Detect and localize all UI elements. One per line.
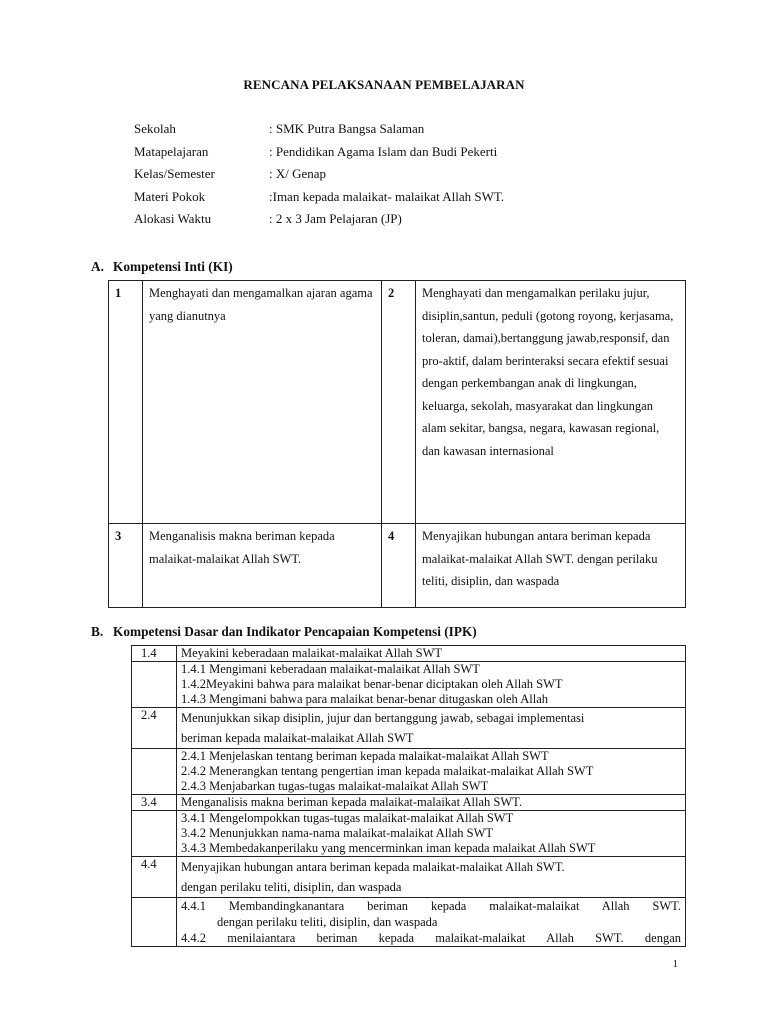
ki-text: Menyajikan hubungan antara beriman kepada malaikat-malaikat Allah SWT. dengan perilaku teliti, disiplin, dan waspada — [416, 524, 686, 608]
table-row — [109, 281, 686, 524]
section-letter: A. — [91, 259, 104, 274]
empty-cell — [132, 749, 177, 795]
table-row — [132, 898, 686, 947]
ipk-item: 3.4.1 Mengelompokkan tugas-tugas malaikat-malaikat Allah SWT — [181, 811, 514, 825]
ki-number: 2 — [382, 281, 416, 524]
ipk-item: 3.4.3 Membedakanperilaku yang mencerminkan iman kepada malaikat Allah SWT — [181, 841, 596, 855]
identity-value: : Pendidikan Agama Islam dan Budi Pekerti — [269, 143, 498, 159]
ipk-item: 1.4.3 Mengimani bahwa para malaikat benar-benar ditugaskan oleh Allah — [181, 692, 548, 706]
ipk-cell — [177, 811, 686, 857]
ipk-item: 2.4.1 Menjelaskan tentang beriman kepada malaikat-malaikat Allah SWT — [181, 749, 549, 763]
section-title: Kompetensi Dasar dan Indikator Pencapaian Kompetensi (IPK) — [113, 624, 477, 639]
identity-value: : X/ Genap — [269, 166, 327, 181]
ki-number: 1 — [109, 281, 143, 524]
kd-code: 3.4 — [132, 795, 177, 811]
table-row — [132, 708, 686, 749]
table-row — [109, 524, 686, 608]
kd-text: Menyajikan hubungan antara beriman kepada malaikat-malaikat Allah SWT. — [181, 860, 565, 874]
empty-cell — [132, 898, 177, 947]
ipk-item: 3.4.2 Menunjukkan nama-nama malaikat-malaikat Allah SWT — [181, 826, 494, 840]
kd-text: dengan perilaku teliti, disiplin, dan waspada — [181, 880, 402, 894]
identity-label: Kelas/Semester — [134, 166, 215, 181]
table-row — [132, 646, 686, 662]
identity-label: Alokasi Waktu — [134, 211, 212, 226]
ipk-item: 4.4.2 menilaiantara beriman kepada malaikat-malaikat Allah SWT. dengan — [181, 931, 681, 945]
identity-label: Sekolah — [134, 121, 176, 136]
page-number: 1 — [672, 958, 678, 970]
ki-number: 4 — [382, 524, 416, 608]
ipk-item: 1.4.1 Mengimani keberadaan malaikat-malaikat Allah SWT — [181, 662, 480, 676]
table-row — [132, 857, 686, 898]
ipk-item: 2.4.3 Menjabarkan tugas-tugas malaikat-malaikat Allah SWT — [181, 779, 489, 793]
kd-text: Menunjukkan sikap disiplin, jujur dan bertanggung jawab, sebagai implementasi — [181, 711, 585, 725]
kd-text-cell — [177, 857, 686, 898]
ki-number: 3 — [109, 524, 143, 608]
kd-code: 2.4 — [132, 708, 177, 749]
kd-text: beriman kepada malaikat-malaikat Allah SWT — [181, 731, 414, 745]
kd-code: 1.4 — [132, 646, 177, 662]
identity-value: : 2 x 3 Jam Pelajaran (JP) — [269, 211, 402, 226]
ki-text: Menganalisis makna beriman kepada malaikat-malaikat Allah SWT. — [143, 524, 382, 608]
empty-cell — [132, 811, 177, 857]
ipk-cell — [177, 898, 686, 947]
identity-value: : SMK Putra Bangsa Salaman — [269, 121, 425, 136]
table-row — [132, 662, 686, 708]
section-a-heading — [91, 259, 233, 275]
kd-text: Meyakini keberadaan malaikat-malaikat Allah SWT — [177, 646, 686, 662]
core-competency-table — [108, 280, 686, 608]
ipk-item: 1.4.2Meyakini bahwa para malaikat benar-benar diciptakan oleh Allah SWT — [181, 677, 563, 691]
section-title: Kompetensi Inti (KI) — [113, 259, 233, 274]
identity-label: Matapelajaran — [134, 143, 209, 159]
kd-text-cell — [177, 708, 686, 749]
section-letter: B. — [91, 624, 104, 639]
page-title: RENCANA PELAKSANAAN PEMBELAJARAN — [243, 77, 525, 92]
ipk-item: 2.4.2 Menerangkan tentang pengertian iman kepada malaikat-malaikat Allah SWT — [181, 764, 594, 778]
kd-text: Menganalisis makna beriman kepada malaikat-malaikat Allah SWT. — [177, 795, 686, 811]
section-b-heading — [91, 624, 477, 640]
ipk-cell — [177, 749, 686, 795]
identity-value: :Iman kepada malaikat- malaikat Allah SWT. — [269, 188, 505, 204]
ipk-item-continuation: dengan perilaku teliti, disiplin, dan waspada — [217, 915, 438, 929]
table-row — [132, 749, 686, 795]
ipk-item: 4.4.1 Membandingkanantara beriman kepada malaikat-malaikat Allah SWT. — [181, 899, 681, 913]
table-row — [132, 795, 686, 811]
kd-code: 4.4 — [132, 857, 177, 898]
ipk-cell — [177, 662, 686, 708]
table-row — [132, 811, 686, 857]
empty-cell — [132, 662, 177, 708]
ki-text: Menghayati dan mengamalkan perilaku jujur, disiplin,santun, peduli (gotong royong, kerjasama, toleran, damai),bertanggung jawab,responsif, dan pro-aktif, dalam berinteraksi secara efektif sesuai dengan perkembangan anak di lingkungan, keluarga, sekolah, masyarakat dan lingkungan alam sekitar, bangsa, negara, kawasan regional, dan kawasan internasional — [416, 281, 686, 524]
basic-competency-table — [131, 645, 686, 947]
ki-text: Menghayati dan mengamalkan ajaran agama yang dianutnya — [143, 281, 382, 524]
identity-label: Materi Pokok — [134, 188, 206, 204]
